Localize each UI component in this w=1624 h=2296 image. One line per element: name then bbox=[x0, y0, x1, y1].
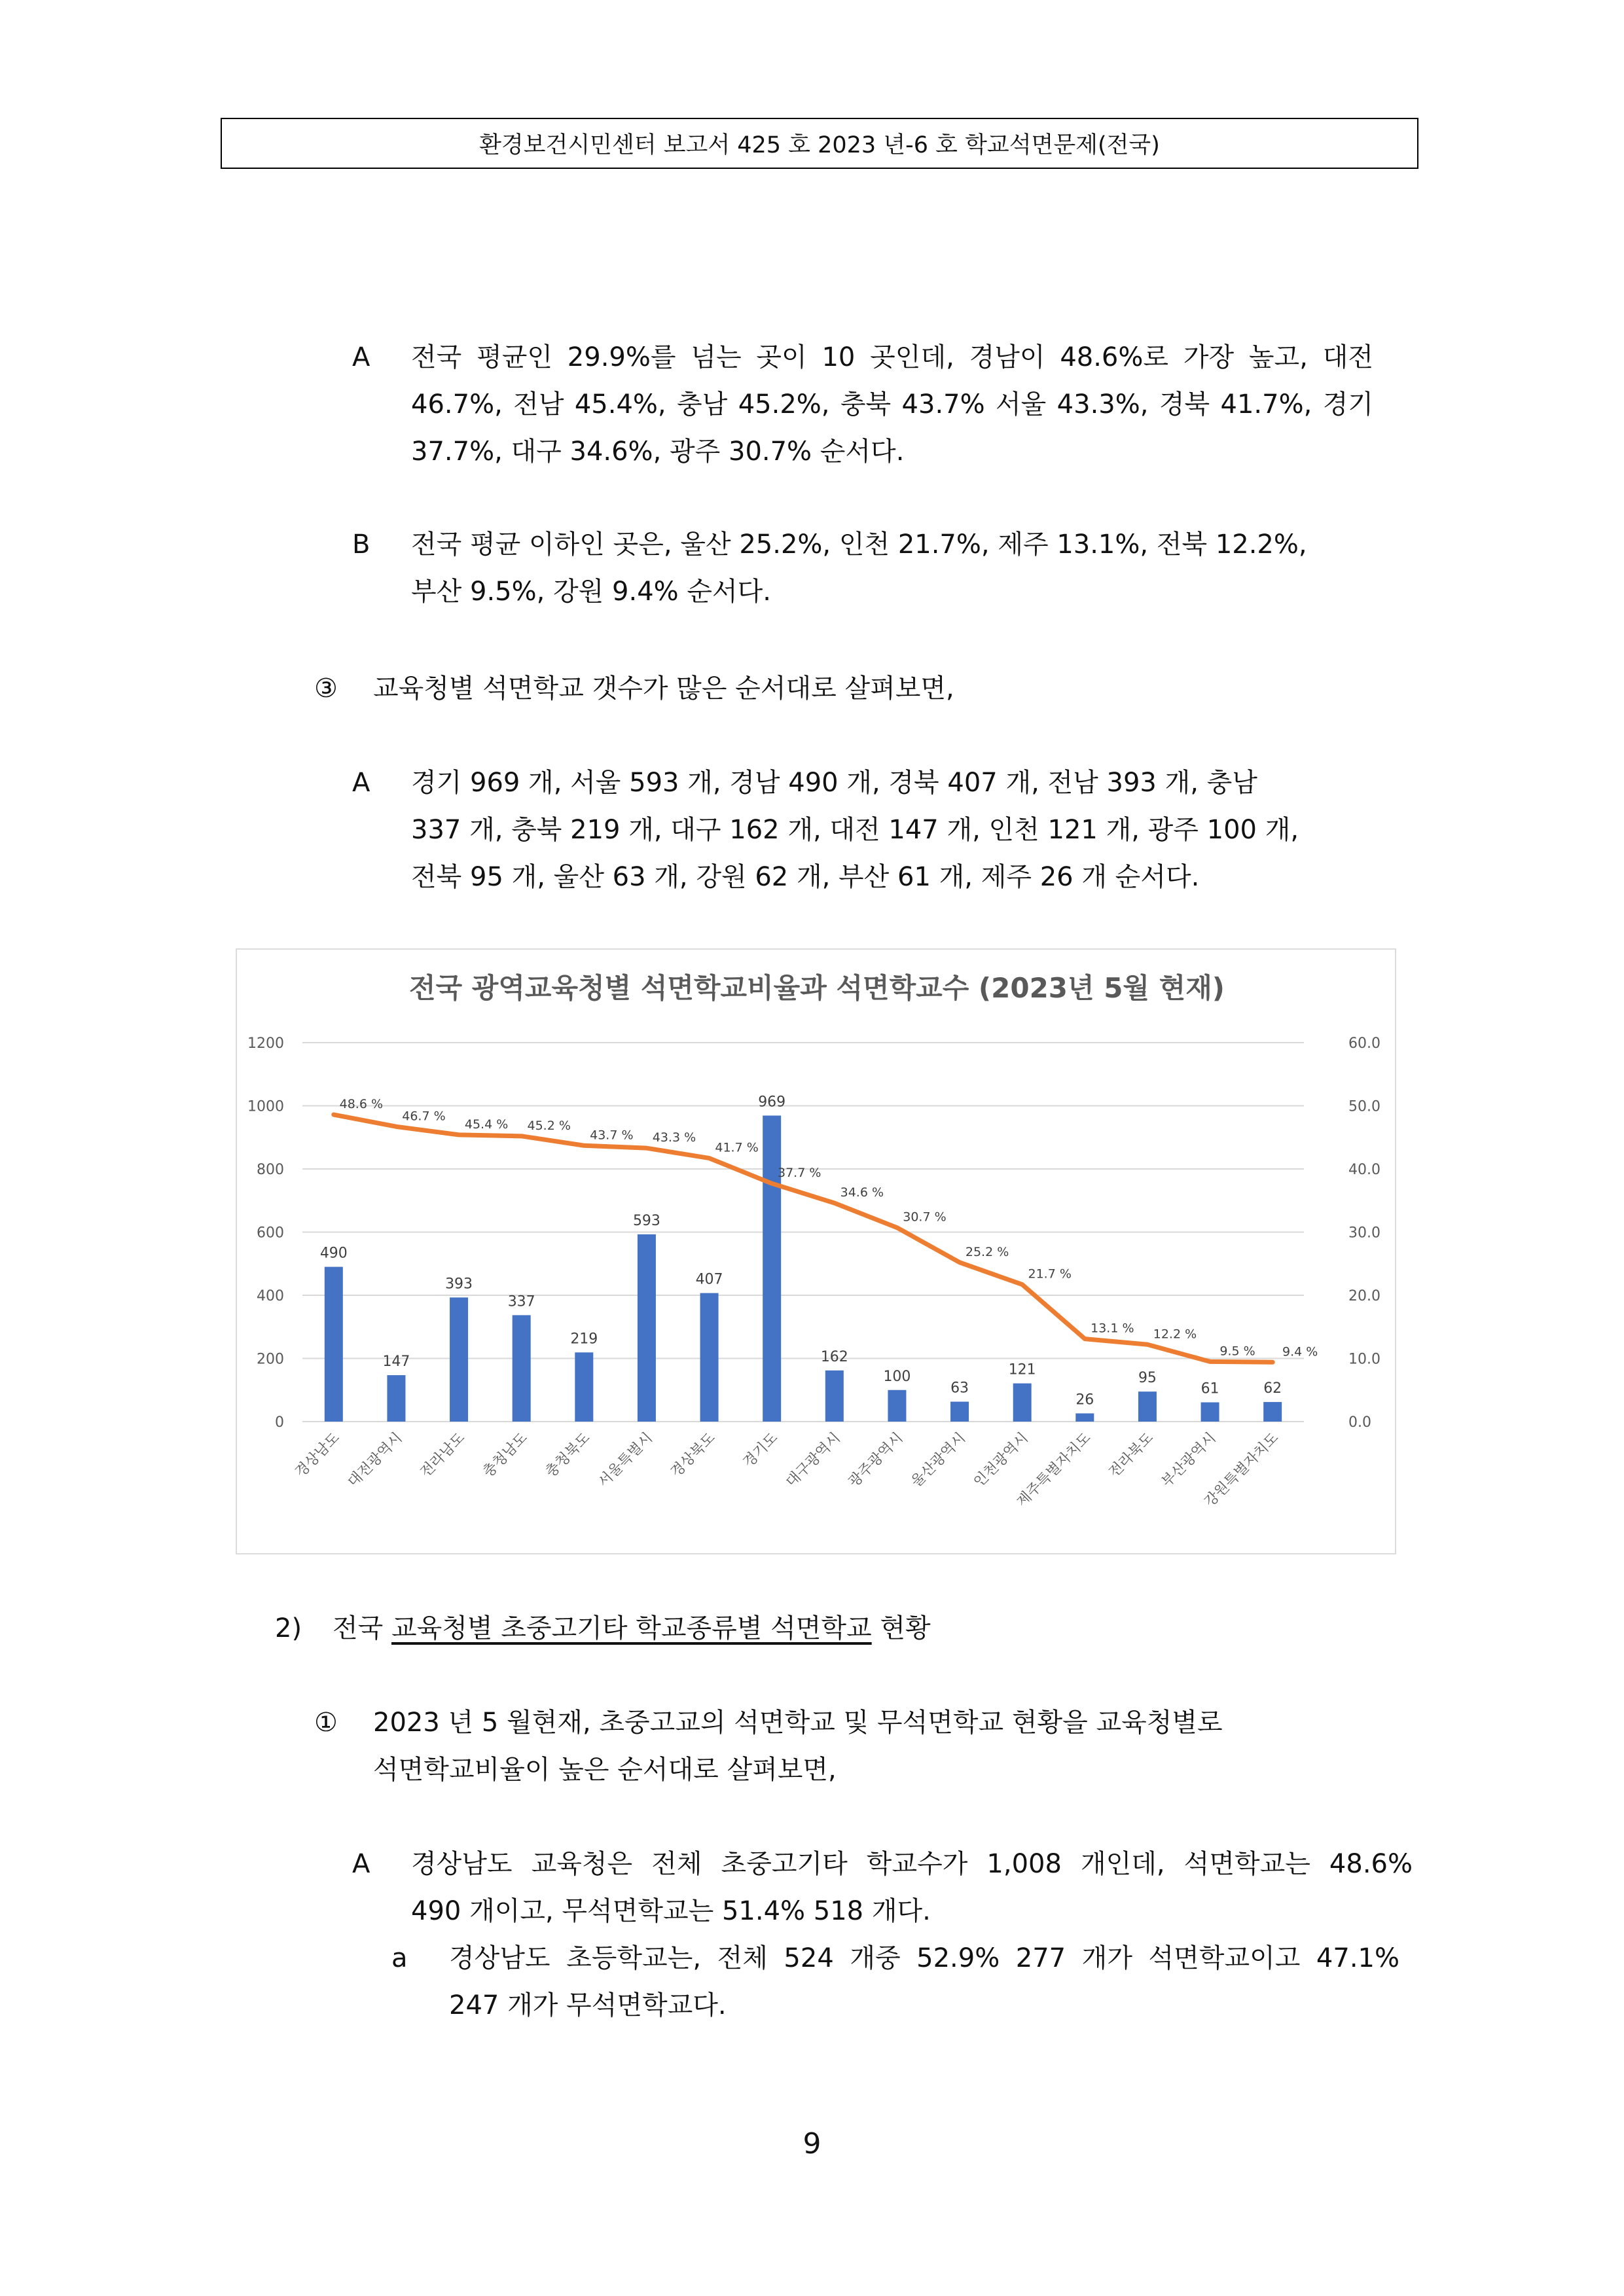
y-tick-label-left: 200 bbox=[257, 1351, 284, 1368]
line-data-label: 45.2 % bbox=[527, 1118, 571, 1133]
text-line: 전북 95 개, 울산 63 개, 강원 62 개, 부산 61 개, 제주 26 개 순서다. bbox=[411, 862, 1200, 892]
chart-bar bbox=[888, 1390, 906, 1422]
chart-bar bbox=[1201, 1403, 1219, 1422]
x-tick-label: 경상북도 bbox=[668, 1429, 719, 1481]
x-tick-label: 경기도 bbox=[740, 1429, 782, 1471]
list-marker: 2) bbox=[275, 1613, 302, 1643]
x-tick-label: 광주광역시 bbox=[845, 1429, 907, 1491]
chart-bar bbox=[325, 1267, 343, 1422]
line-data-label: 46.7 % bbox=[402, 1109, 446, 1124]
bar-data-label: 147 bbox=[382, 1354, 410, 1371]
bar-data-label: 337 bbox=[507, 1293, 535, 1310]
chart-bar bbox=[825, 1371, 844, 1422]
x-tick-label: 인천광역시 bbox=[971, 1429, 1032, 1491]
x-tick-label: 전라북도 bbox=[1106, 1429, 1157, 1481]
bar-data-label: 969 bbox=[758, 1094, 786, 1111]
list-marker: ③ bbox=[314, 673, 338, 704]
line-data-label: 25.2 % bbox=[965, 1244, 1009, 1259]
chart-bar bbox=[1138, 1391, 1157, 1422]
text-line: 경상남도 초등학교는, 전체 524 개중 52.9% 277 개가 석면학교이고 47.1% bbox=[449, 1943, 1399, 1973]
x-tick-label: 제주특별자치도 bbox=[1013, 1429, 1094, 1511]
y-tick-label-left: 400 bbox=[257, 1288, 284, 1304]
chart-bar bbox=[387, 1375, 405, 1422]
text-line: 교육청별 석면학교 갯수가 많은 순서대로 살펴보면, bbox=[373, 673, 954, 704]
line-data-label: 43.3 % bbox=[652, 1130, 696, 1145]
text-line: 경상남도 교육청은 전체 초중고기타 학교수가 1,008 개인데, 석면학교는 48.6% bbox=[411, 1849, 1413, 1879]
heading-text-prefix: 전국 bbox=[333, 1613, 384, 1643]
y-tick-label-right: 60.0 bbox=[1348, 1035, 1380, 1052]
list-marker: A bbox=[352, 1849, 370, 1879]
bar-data-label: 26 bbox=[1075, 1391, 1094, 1408]
y-tick-label-left: 1200 bbox=[247, 1035, 284, 1052]
line-data-label: 37.7 % bbox=[777, 1166, 821, 1181]
report-header bbox=[221, 118, 1418, 169]
x-tick-label: 울산광역시 bbox=[908, 1429, 969, 1491]
chart-title: 전국 광역교육청별 석면학교비율과 석면학교수 (2023년 5월 현재) bbox=[409, 972, 1225, 1004]
chart-bar bbox=[700, 1293, 719, 1422]
bar-data-label: 407 bbox=[695, 1271, 723, 1288]
chart-bar bbox=[450, 1297, 468, 1422]
chart-y-axis-right bbox=[1348, 1035, 1380, 1431]
y-tick-label-right: 10.0 bbox=[1348, 1351, 1380, 1368]
list-marker: ① bbox=[314, 1708, 338, 1738]
line-data-label: 21.7 % bbox=[1028, 1266, 1072, 1282]
x-tick-label: 강원특별자치도 bbox=[1201, 1429, 1282, 1511]
bar-data-label: 593 bbox=[632, 1212, 660, 1229]
report-header-title: 환경보건시민센터 보고서 425 호 2023 년-6 호 학교석면문제(전국) bbox=[479, 132, 1160, 158]
bar-data-label: 62 bbox=[1263, 1380, 1282, 1397]
chart-bar bbox=[575, 1352, 593, 1422]
text-line: 46.7%, 전남 45.4%, 충남 45.2%, 충북 43.7% 서울 43.3%, 경북 41.7%, 경기 bbox=[411, 389, 1373, 420]
bar-data-label: 162 bbox=[820, 1348, 848, 1365]
x-tick-label: 전라남도 bbox=[417, 1429, 469, 1481]
bar-data-label: 100 bbox=[883, 1368, 911, 1385]
chart-bar bbox=[1263, 1402, 1282, 1422]
bar-data-label: 393 bbox=[445, 1276, 473, 1293]
y-tick-label-left: 0 bbox=[275, 1414, 284, 1431]
x-tick-label: 경상남도 bbox=[292, 1429, 344, 1481]
text-line: 부산 9.5%, 강원 9.4% 순서다. bbox=[411, 577, 772, 607]
line-data-label: 30.7 % bbox=[903, 1210, 947, 1225]
heading-text-suffix: 현황 bbox=[880, 1613, 931, 1643]
line-data-label: 45.4 % bbox=[464, 1117, 509, 1132]
x-tick-label: 대전광역시 bbox=[344, 1429, 406, 1491]
bar-data-label: 61 bbox=[1200, 1380, 1219, 1397]
text-line: 37.7%, 대구 34.6%, 광주 30.7% 순서다. bbox=[411, 437, 905, 467]
y-tick-label-right: 40.0 bbox=[1348, 1162, 1380, 1178]
chart-bar bbox=[638, 1234, 656, 1422]
chart-bar bbox=[513, 1315, 531, 1422]
x-tick-label: 충청북도 bbox=[542, 1429, 594, 1481]
chart-bar bbox=[763, 1115, 781, 1422]
x-tick-label: 충청남도 bbox=[480, 1429, 531, 1481]
asbestos-school-chart bbox=[236, 948, 1396, 1554]
chart-bar bbox=[1075, 1413, 1094, 1422]
text-line: 2023 년 5 월현재, 초중고교의 석면학교 및 무석면학교 현황을 교육청별로 bbox=[373, 1708, 1223, 1738]
line-data-label: 41.7 % bbox=[715, 1140, 759, 1155]
text-line: 490 개이고, 무석면학교는 51.4% 518 개다. bbox=[411, 1896, 931, 1926]
bar-data-label: 95 bbox=[1138, 1370, 1157, 1387]
x-tick-label: 서울특별시 bbox=[595, 1429, 657, 1491]
line-data-label: 13.1 % bbox=[1091, 1321, 1134, 1336]
list-marker: a bbox=[391, 1943, 408, 1973]
chart-y-axis-left bbox=[247, 1035, 284, 1431]
bar-data-label: 490 bbox=[319, 1245, 348, 1262]
line-data-label: 43.7 % bbox=[590, 1128, 634, 1143]
text-line: 337 개, 충북 219 개, 대구 162 개, 대전 147 개, 인천 121 개, 광주 100 개, bbox=[411, 815, 1299, 845]
chart-x-axis-labels bbox=[292, 1430, 1282, 1511]
x-tick-label: 부산광역시 bbox=[1158, 1429, 1219, 1491]
chart-bar bbox=[950, 1402, 969, 1422]
y-tick-label-right: 30.0 bbox=[1348, 1225, 1380, 1242]
text-line: 경기 969 개, 서울 593 개, 경남 490 개, 경북 407 개, 전남 393 개, 충남 bbox=[411, 768, 1257, 798]
bar-data-label: 121 bbox=[1008, 1361, 1036, 1378]
text-line: 247 개가 무석면학교다. bbox=[449, 1990, 727, 2020]
y-tick-label-right: 0.0 bbox=[1348, 1414, 1371, 1431]
y-tick-label-left: 800 bbox=[257, 1162, 284, 1178]
line-data-label: 9.4 % bbox=[1282, 1344, 1318, 1359]
chart-bars bbox=[320, 1094, 1282, 1422]
line-data-label: 12.2 % bbox=[1153, 1327, 1197, 1342]
bar-data-label: 63 bbox=[950, 1380, 969, 1397]
text-line: 전국 평균 이하인 곳은, 울산 25.2%, 인천 21.7%, 제주 13.1%, 전북 12.2%, bbox=[411, 529, 1307, 560]
y-tick-label-left: 1000 bbox=[247, 1098, 284, 1115]
line-data-label: 34.6 % bbox=[840, 1185, 884, 1200]
list-marker: A bbox=[352, 768, 370, 798]
bar-data-label: 219 bbox=[570, 1331, 598, 1348]
list-marker: A bbox=[352, 342, 370, 372]
page-number: 9 bbox=[803, 2127, 821, 2161]
x-tick-label: 대구광역시 bbox=[783, 1429, 844, 1491]
list-marker: B bbox=[352, 529, 370, 560]
chart-line bbox=[334, 1097, 1318, 1362]
chart-bar bbox=[1013, 1384, 1032, 1422]
y-tick-label-right: 50.0 bbox=[1348, 1098, 1380, 1115]
text-line: 석면학교비율이 높은 순서대로 살펴보면, bbox=[373, 1755, 837, 1785]
line-data-label: 9.5 % bbox=[1219, 1344, 1255, 1359]
y-tick-label-right: 20.0 bbox=[1348, 1288, 1380, 1304]
line-data-label: 48.6 % bbox=[339, 1097, 384, 1112]
chart-svg bbox=[237, 950, 1398, 1556]
y-tick-label-left: 600 bbox=[257, 1225, 284, 1242]
text-line: 전국 평균인 29.9%를 넘는 곳이 10 곳인데, 경남이 48.6%로 가장 높고, 대전 bbox=[411, 342, 1373, 372]
heading-text-underlined: 교육청별 초중고기타 학교종류별 석면학교 bbox=[391, 1613, 872, 1643]
